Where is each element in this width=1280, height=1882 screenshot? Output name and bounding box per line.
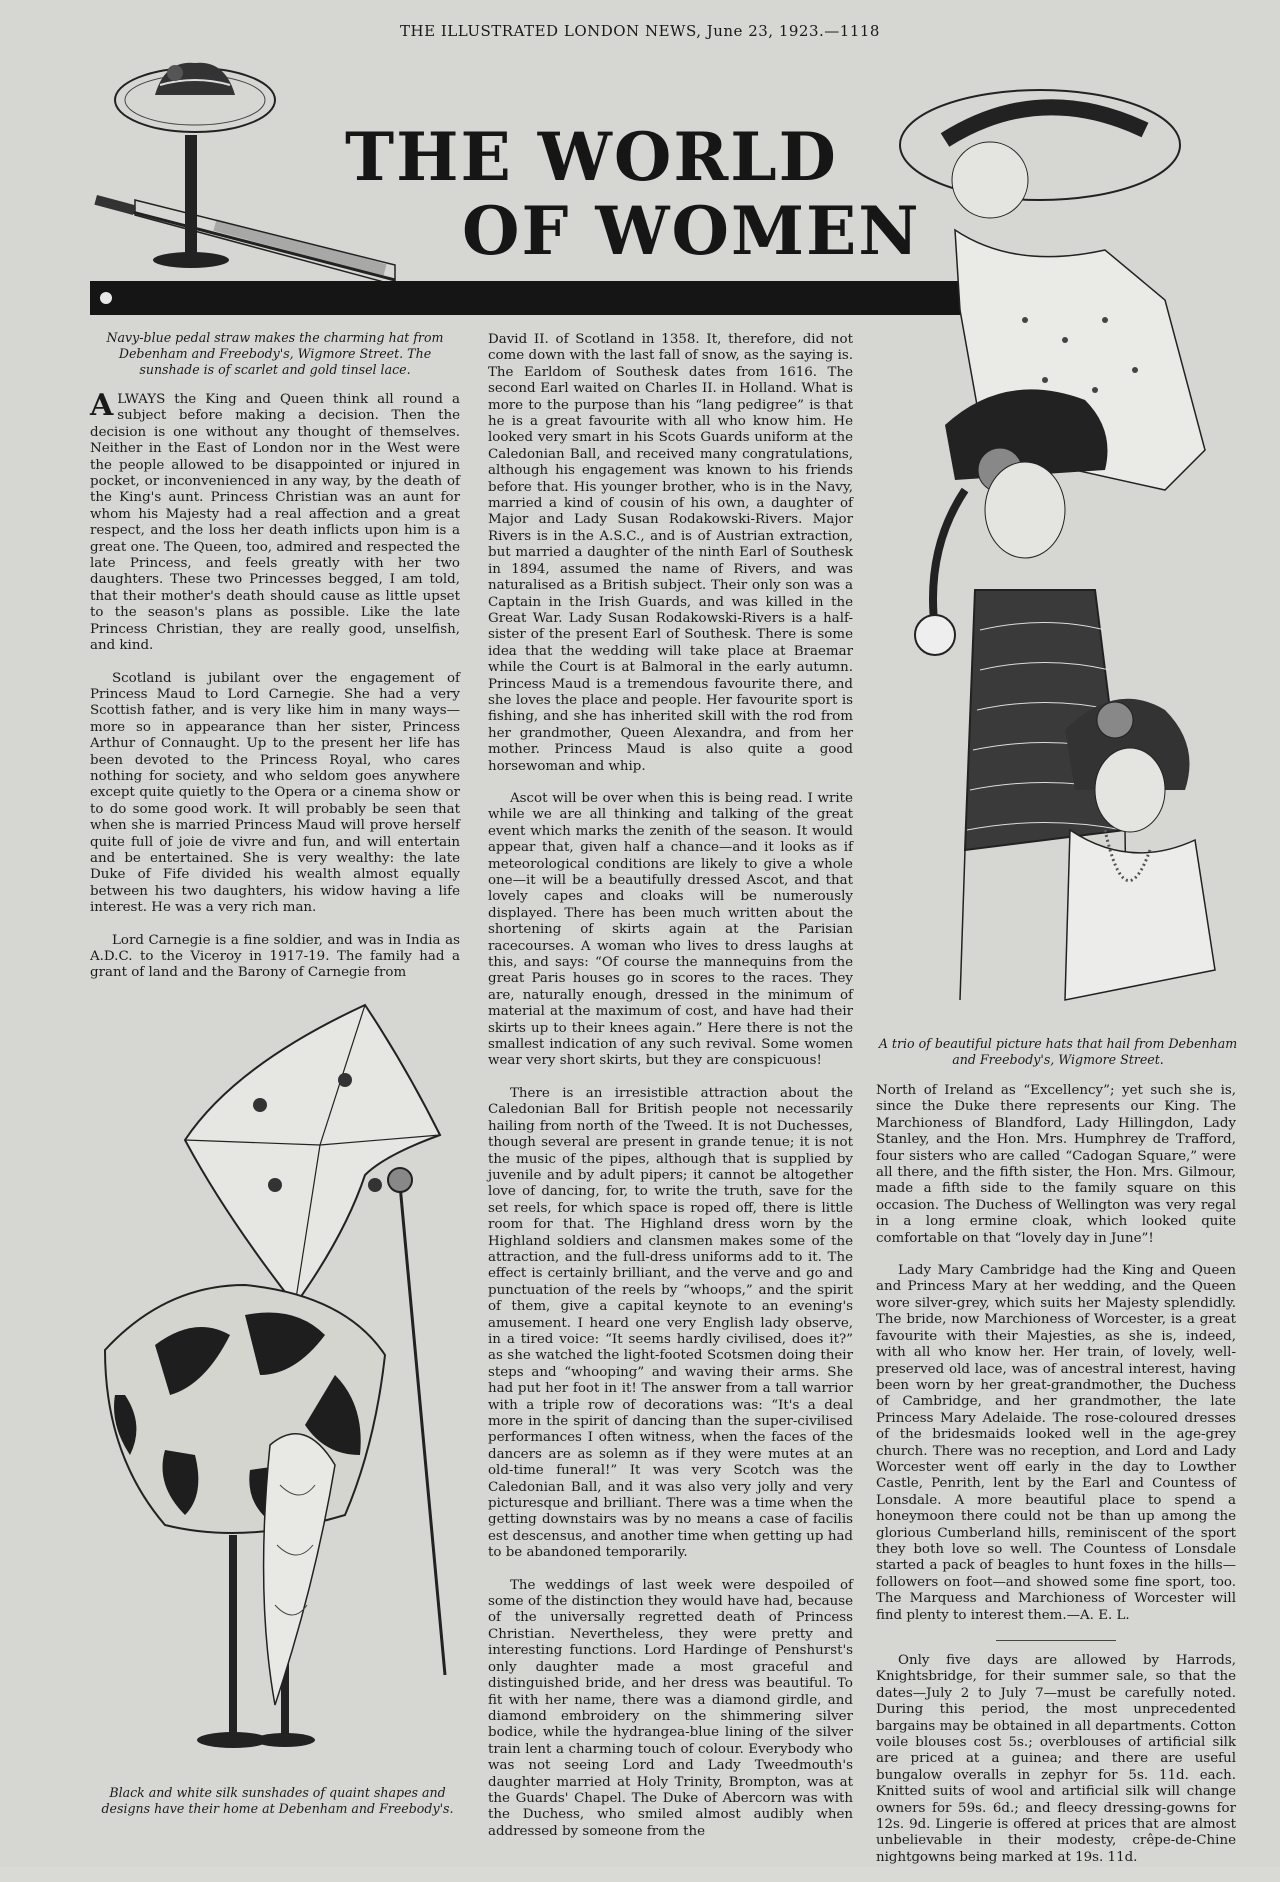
title-bar-ornament (100, 292, 112, 304)
col1-paragraph-1-text: LWAYS the King and Queen think all round a subject before making a decision. Then the decision is one without any thought of themselves. Neither in the East of London nor in the West were the people allowed to be disappointed or injured in pocket, or inconvenienced in any way, by the death of the King's aunt. Princess Christian was an aunt for whom his Majesty had a real affection and a great respect, and the loss her death inflicts upon him is a great one. The Queen, too, admired and respected the late Princess, and feels greatly with her two daughters. These two Princesses begged, I am told, that their mother's death should cause as little upset to the season's plans as possible. Like the late Princess Christian, they are really good, unselfish, and kind. (90, 392, 460, 654)
column-1 (90, 388, 460, 998)
title-line-2: OF WOMEN (462, 192, 921, 270)
caption-hat-sunshade: Navy-blue pedal straw makes the charming hat from Debenham and Freebody's, Wigmore Street. The sunshade is of scarlet and gold tinsel lace. (106, 330, 444, 377)
title-line-1: THE WORLD (345, 118, 838, 196)
col3-paragraph-3: Only five days are allowed by Harrods, Knightsbridge, for their summer sale, so that the dates—July 2 to July 7—must be carefully noted. During this period, the most unprecedented bargains may be obtained in all departments. Cotton voile blouses cost 5s.; overblouses of artificial silk are priced at a guinea; and there are useful bungalow overalls in zephyr for 5s. 11d. each. Knitted suits of wool and artificial silk will change owners for 59s. 6d.; and fleecy dressing-gowns for 12s. 9d. Lingerie is offered at prices that are almost unbelievable in their modesty, crêpe-de-Chine nightgowns being marked at 19s. 11d. (876, 1653, 1236, 1865)
drop-cap: A (90, 388, 114, 423)
caption-picture-hats: A trio of beautiful picture hats that hail from Debenham and Freebody's, Wigmore Street. (878, 1036, 1238, 1067)
caption-sunshades: Black and white silk sunshades of quaint shapes and designs have their home at Debenham and Freebody's. (101, 1785, 454, 1816)
section-rule (996, 1640, 1116, 1641)
col1-paragraph-3: Lord Carnegie is a fine soldier, and was in India as A.D.C. to the Viceroy in 1917-19. The family had a grant of land and the Barony of Carnegie from (90, 932, 460, 981)
col2-paragraph-3: There is an irresistible attraction about the Caledonian Ball for British people not necessarily hailing from north of the Tweed. It is not Duchesses, though several are present in grande tenue; it is not the music of the pipes, although that is supplied by juvenile and by adult pipers; it cannot be altogether love of dancing, for, to write the truth, save for the set reels, for which space is roped off, there is little room for that. The Highland dress worn by the Highland soldiers and clansmen makes some of the attraction, and the full-dress uniforms add to it. The effect is certainly brilliant, and the verve and go and punctuation of the reels by “whoops,” and the spirit of them, give a capital keynote to an evening's amusement. I heard one very English lady observe, in a tired voice: “It seems hardly civilised, does it?” as she watched the light-footed Scotsmen doing their steps and “whooping” and waving their arms. She had put her foot in it! The answer from a tall warrior with a triple row of decorations was: “It's a deal more in the spirit of dancing than the super-civilised performances I often witness, when the faces of the dancers are as solemn as if they were mutes at an old-time funeral!” It was very Scotch was the Caledonian Ball, and it was also very jolly and very picturesque and brilliant. There was a time when the getting downstairs was by no means a case of facilis est descensus, and another time when getting up had to be abandoned temporarily. (488, 1085, 853, 1561)
col1-paragraph-1 (90, 388, 460, 655)
col3-paragraph-2: Lady Mary Cambridge had the King and Queen and Princess Mary at her wedding, and the Queen wore silver-grey, which suits her Majesty splendidly. The bride, now Marchioness of Worcester, is a great favourite with their Majesties, as she is, indeed, with all who know her. Her train, of lovely, well-preserved old lace, was of ancestral interest, having been worn by her great-grandmother, the Duchess of Cambridge, and her grandmother, the late Princess Mary Adelaide. The rose-coloured dresses of the bridesmaids looked well in the age-grey church. There was no reception, and Lord and Lady Worcester went off early in the day to Lowther Castle, Penrith, lent by the Earl and Countess of Lonsdale. A more beautiful place to spend a honeymoon there could not be than up among the glorious Cumberland hills, reminiscent of the sport they both love so well. The Countess of Lonsdale started a pack of beagles to hunt foxes in the hills—followers on foot—and showed some fine sport, too. The Marquess and Marchioness of Worcester will find plenty to interest them.—A. E. L. (876, 1263, 1236, 1623)
col2-paragraph-1: David II. of Scotland in 1358. It, therefore, did not come down with the last fall of snow, as the saying is. The Earldom of Southesk dates from 1616. The second Earl waited on Charles II. in Holland. What is more to the purpose than his “lang pedigree” is that he is a great favourite with all who know him. He looked very smart in his Scots Guards uniform at the Caledonian Ball, and received many congratulations, although his engagement was known to his friends before that. His younger brother, who is in the Navy, married a kind of cousin of his own, a daughter of Major and Lady Susan Rodakowski-Rivers. Major Rivers is in the A.S.C., and is of Austrian extraction, but married a daughter of the ninth Earl of Southesk in 1894, assumed the name of Rivers, and was naturalised as a British subject. Their only son was a Captain in the Irish Guards, and was killed in the Great War. Lady Susan Rodakowski-Rivers is a half-sister of the present Earl of Southesk. There is some idea that the wedding will take place at Braemar while the Court is at Balmoral in the early autumn. Princess Maud is a tremendous favourite there, and she loves the place and people. Her favourite sport is fishing, and she has inherited skill with the rod from her grandmother, Queen Alexandra, and from her mother. Princess Maud is also quite a good horsewoman and whip. (488, 332, 853, 774)
running-head: THE ILLUSTRATED LONDON NEWS, June 23, 1923.—1118 (400, 22, 880, 40)
col2-paragraph-2: Ascot will be over when this is being read. I write while we are all thinking and talking of the great event which marks the zenith of the season. It would appear that, given half a chance—and it looks as if meteorological conditions are likely to give a whole one—it will be a beautifully dressed Ascot, and that lovely capes and cloaks will be numerously displayed. There has been much written about the shortening of skirts again at the Parisian racecourses. A woman who lives to dress laughs at this, and says: “Of course the mannequins from the great Paris houses go in scores to the races. They are, naturally enough, dressed in the minimum of material at the maximum of cost, and have had their skirts up to their knees again.” Here there is not the smallest indication of any such revival. Some women wear very short skirts, but they are conspicuous! (488, 790, 853, 1069)
sunshades-illustration (45, 985, 465, 1770)
col2-paragraph-4: The weddings of last week were despoiled of some of the distinction they would have had, because of the universally regretted death of Princess Christian. Nevertheless, they were pretty and interesting functions. Lord Hardinge of Penshurst's only daughter made a most graceful and distinguished bride, and her dress was beautiful. To fit with her name, there was a diamond girdle, and diamond embroidery on the shimmering silver bodice, while the hydrangea-blue lining of the silver train lent a charming touch of colour. Everybody who was not seeing Lord and Lady Tweedmouth's daughter married at Holy Trinity, Brompton, was at the Guards' Chapel. The Duke of Abercorn was with the Duchess, who smiled almost audibly when addressed by someone from the (488, 1577, 853, 1839)
picture-hats-illustration (865, 70, 1240, 1030)
col1-paragraph-2: Scotland is jubilant over the engagement of Princess Maud to Lord Carnegie. She had a very Scottish father, and is very like him in many ways—more so in appearance than her sister, Princess Arthur of Connaught. Up to the present her life has been devoted to the Princess Royal, who cares nothing for society, and who seldom goes anywhere except quite quietly to the Opera or a cinema show or to do some good work. It will probably be seen that when she is married Princess Maud will prove herself quite full of joie de vivre and fun, and will entertain and be entertained. She is very wealthy: the late Duke of Fife divided his wealth almost equally between his two daughters, his widow having a life interest. He was a very rich man. (90, 670, 460, 916)
column-2 (488, 332, 853, 1856)
column-3 (876, 1083, 1236, 1882)
col3-paragraph-1: North of Ireland as “Excellency”; yet such she is, since the Duke there represents our King. The Marchioness of Blandford, Lady Hillingdon, Lady Stanley, and the Hon. Mrs. Humphrey de Trafford, four sisters who are called “Cadogan Square,” were all there, and the fifth sister, the Hon. Mrs. Gilmour, made a fifth side to the family square on this occasion. The Duchess of Wellington was very regal in a long ermine cloak, which looked quite comfortable on that “lovely day in June”! (876, 1083, 1236, 1246)
